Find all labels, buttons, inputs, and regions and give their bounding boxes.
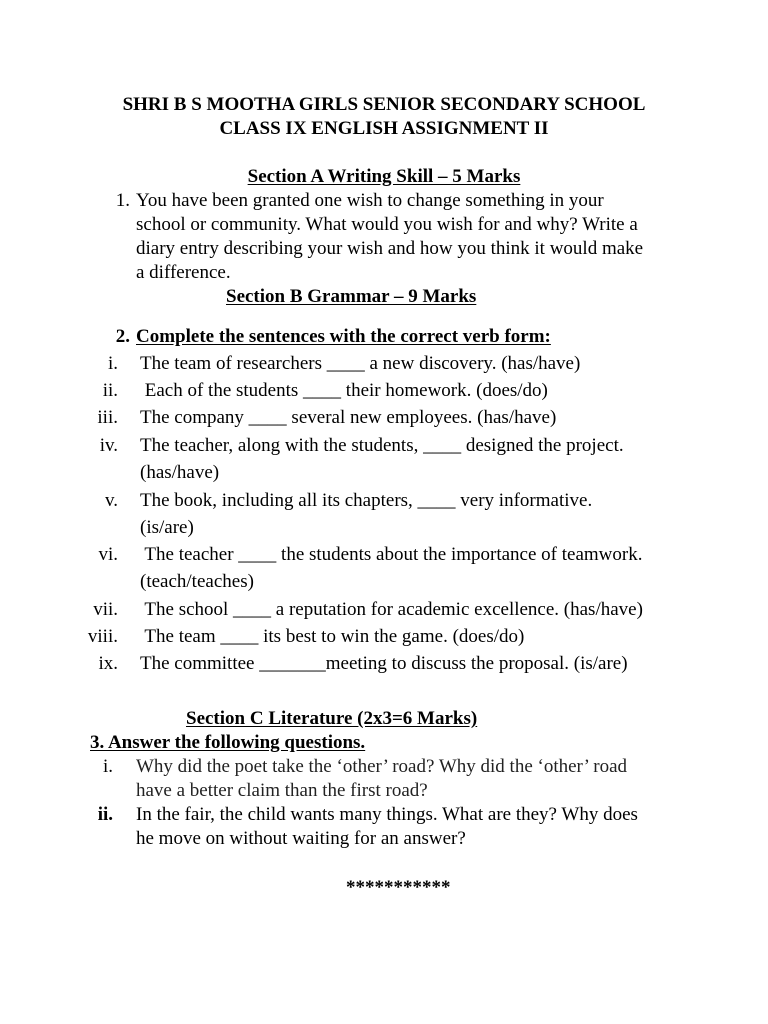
item-number: iii. (97, 407, 118, 428)
question-1-line: a difference. (136, 262, 231, 283)
item-number: vii. (93, 599, 118, 620)
item-number: i. (102, 756, 113, 777)
literature-question-continued: have a better claim than the first road? (136, 780, 428, 801)
grammar-item-continued: (is/are) (140, 517, 194, 538)
question-1-line: diary entry describing your wish and how you think it would make (136, 238, 644, 259)
item-number: ix. (98, 653, 118, 674)
item-number: vi. (98, 544, 118, 565)
grammar-item: The company ____ several new employees. (has/have) (140, 407, 557, 428)
section-a-heading: Section A Writing Skill – 5 Marks (247, 166, 521, 187)
item-number: i. (107, 353, 118, 374)
grammar-item: The teacher, along with the students, ____ designed the project. (140, 435, 624, 456)
question-1-line: You have been granted one wish to change something in your (136, 190, 604, 211)
question-2-instruction: Complete the sentences with the correct verb form: (136, 326, 551, 347)
section-c-heading: Section C Literature (2x3=6 Marks) (186, 708, 478, 729)
grammar-item: The committee _______meeting to discuss the proposal. (is/are) (140, 653, 628, 674)
literature-question-continued: he move on without waiting for an answer? (136, 828, 466, 849)
assignment-title: CLASS IX ENGLISH ASSIGNMENT II (219, 118, 549, 139)
grammar-item: Each of the students ____ their homework. (does/do) (140, 380, 548, 401)
grammar-item-continued: (has/have) (140, 462, 220, 483)
question-1-number: 1. (115, 190, 130, 211)
item-number: ii. (97, 804, 113, 825)
question-2-number: 2. (115, 326, 130, 347)
grammar-item-continued: (teach/teaches) (140, 571, 254, 592)
grammar-item: The team ____ its best to win the game. (does/do) (140, 626, 525, 647)
question-1-line: school or community. What would you wish for and why? Write a (136, 214, 638, 235)
grammar-item: The teacher ____ the students about the importance of teamwork. (140, 544, 643, 565)
item-number: v. (104, 490, 118, 511)
grammar-item: The book, including all its chapters, ____ very informative. (140, 490, 593, 511)
question-3-instruction: 3. Answer the following questions. (90, 732, 366, 753)
item-number: ii. (102, 380, 118, 401)
school-name: SHRI B S MOOTHA GIRLS SENIOR SECONDARY SCHOOL (122, 94, 646, 115)
item-number: viii. (87, 626, 118, 647)
section-b-heading: Section B Grammar – 9 Marks (226, 286, 477, 307)
grammar-item: The team of researchers ____ a new discovery. (has/have) (140, 353, 581, 374)
end-stars: *********** (346, 877, 451, 898)
grammar-item: The school ____ a reputation for academic excellence. (has/have) (140, 599, 643, 620)
literature-question: In the fair, the child wants many things. What are they? Why does (136, 804, 638, 825)
item-number: iv. (99, 435, 118, 456)
literature-question: Why did the poet take the ‘other’ road? Why did the ‘other’ road (136, 756, 628, 777)
